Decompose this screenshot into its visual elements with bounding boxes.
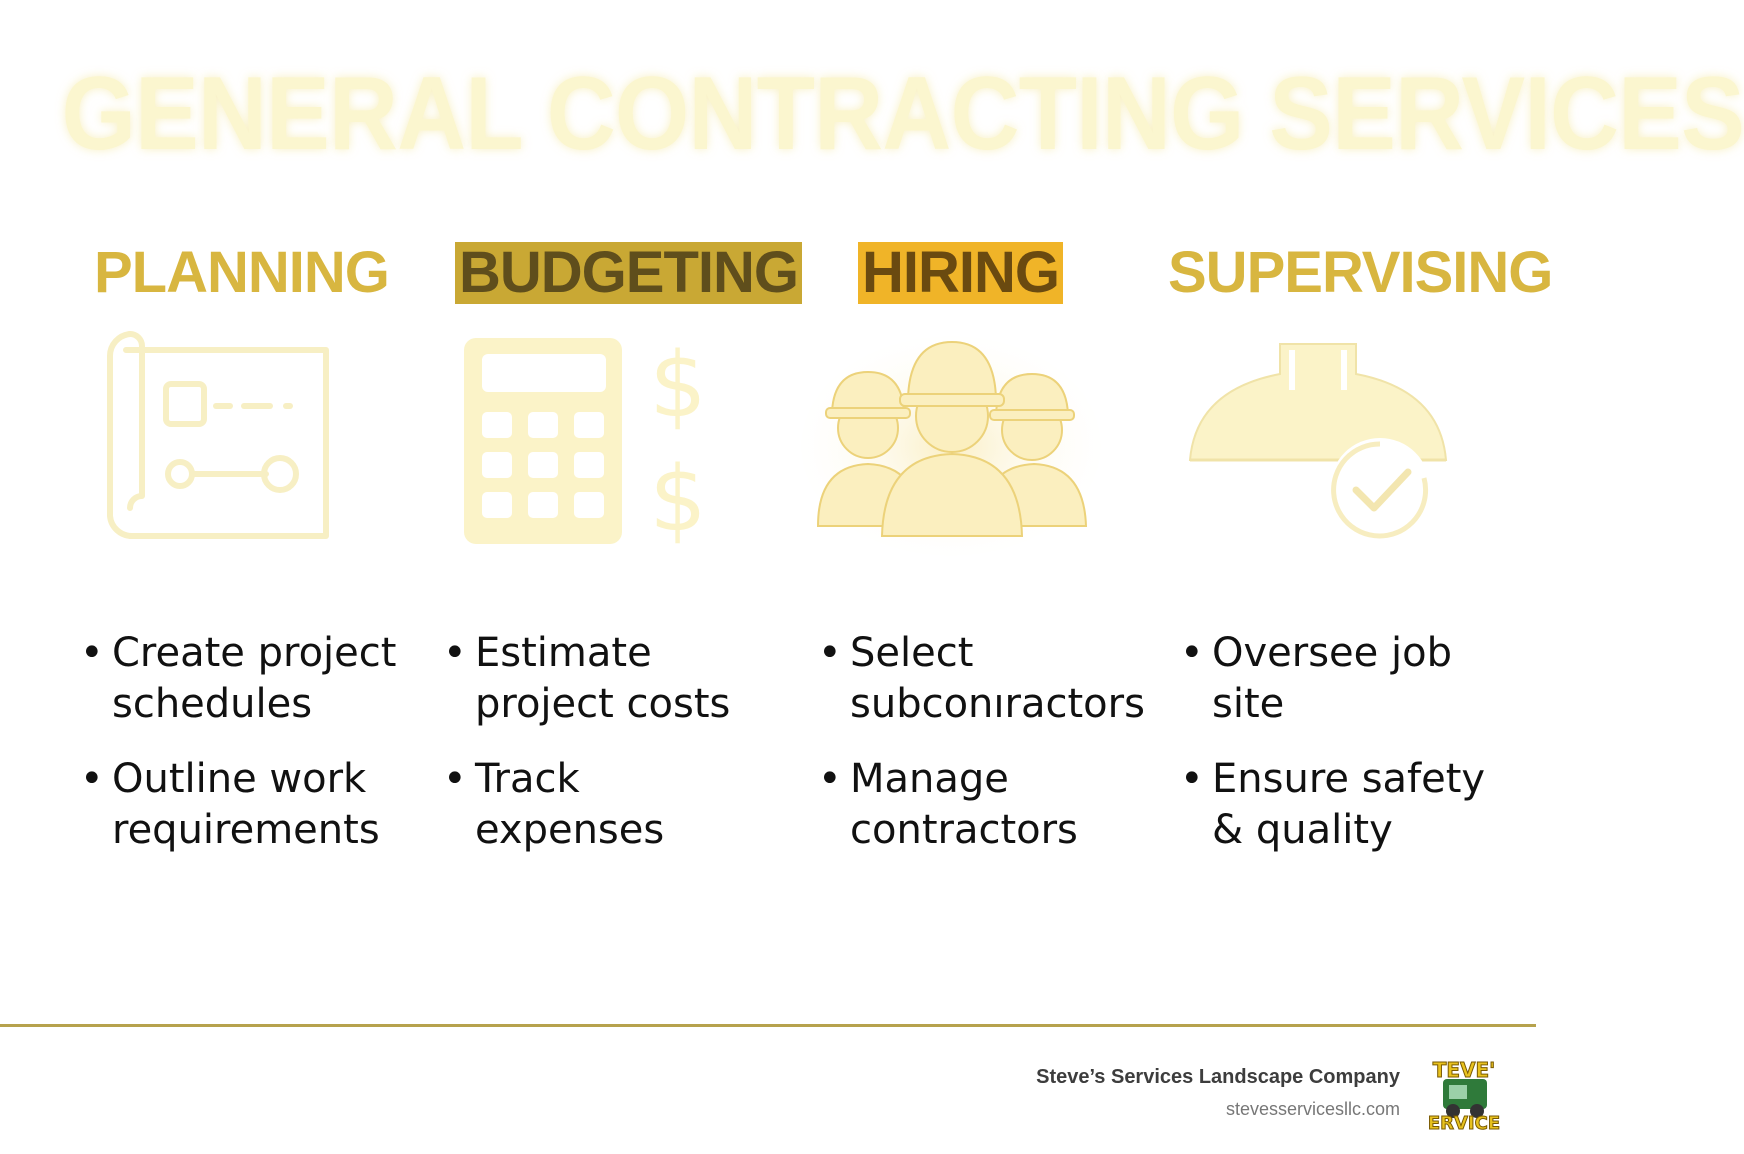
bullet-item: • Track expenses bbox=[443, 754, 763, 856]
blueprint-icon bbox=[104, 328, 334, 542]
heading-budgeting: BUDGETING bbox=[455, 242, 802, 304]
bullet-item: • Select subconıractors bbox=[818, 628, 1138, 730]
bullets-hiring bbox=[818, 628, 1145, 880]
bullet-item: • Estimate project costs bbox=[443, 628, 763, 730]
svg-text:$: $ bbox=[649, 447, 707, 552]
calculator-dollar-icon bbox=[460, 334, 720, 556]
svg-text:TEVE': TEVE' bbox=[1432, 1058, 1496, 1082]
svg-text:ERVICE: ERVICE bbox=[1427, 1113, 1501, 1134]
bullets-budgeting bbox=[443, 628, 763, 880]
heading-planning: PLANNING bbox=[94, 240, 389, 305]
hardhat-check-icon bbox=[1184, 340, 1452, 550]
bullet-item: • Outline work requirements bbox=[80, 754, 400, 856]
website-link[interactable]: stevesservicesllc.com bbox=[1225, 1099, 1400, 1119]
company-logo bbox=[1421, 1055, 1507, 1133]
bullet-item: • Manage contractors bbox=[818, 754, 1138, 856]
footer-divider bbox=[0, 1024, 1536, 1027]
bullet-item: • Ensure safety & quality bbox=[1180, 754, 1500, 856]
company-name: Steve’s Services Landscape Company bbox=[1036, 1066, 1400, 1088]
heading-supervising: SUPERVISING bbox=[1168, 240, 1553, 305]
bullets-supervising bbox=[1180, 628, 1500, 880]
bullet-item: • Create project schedules bbox=[80, 628, 400, 730]
heading-hiring: HIRING bbox=[858, 242, 1063, 304]
bullets-planning bbox=[80, 628, 400, 880]
workers-icon bbox=[812, 336, 1090, 542]
page-title: GENERAL CONTRACTING SERVICES bbox=[61, 56, 1744, 172]
svg-text:$: $ bbox=[649, 333, 707, 438]
bullet-item: • Oversee job site bbox=[1180, 628, 1500, 730]
